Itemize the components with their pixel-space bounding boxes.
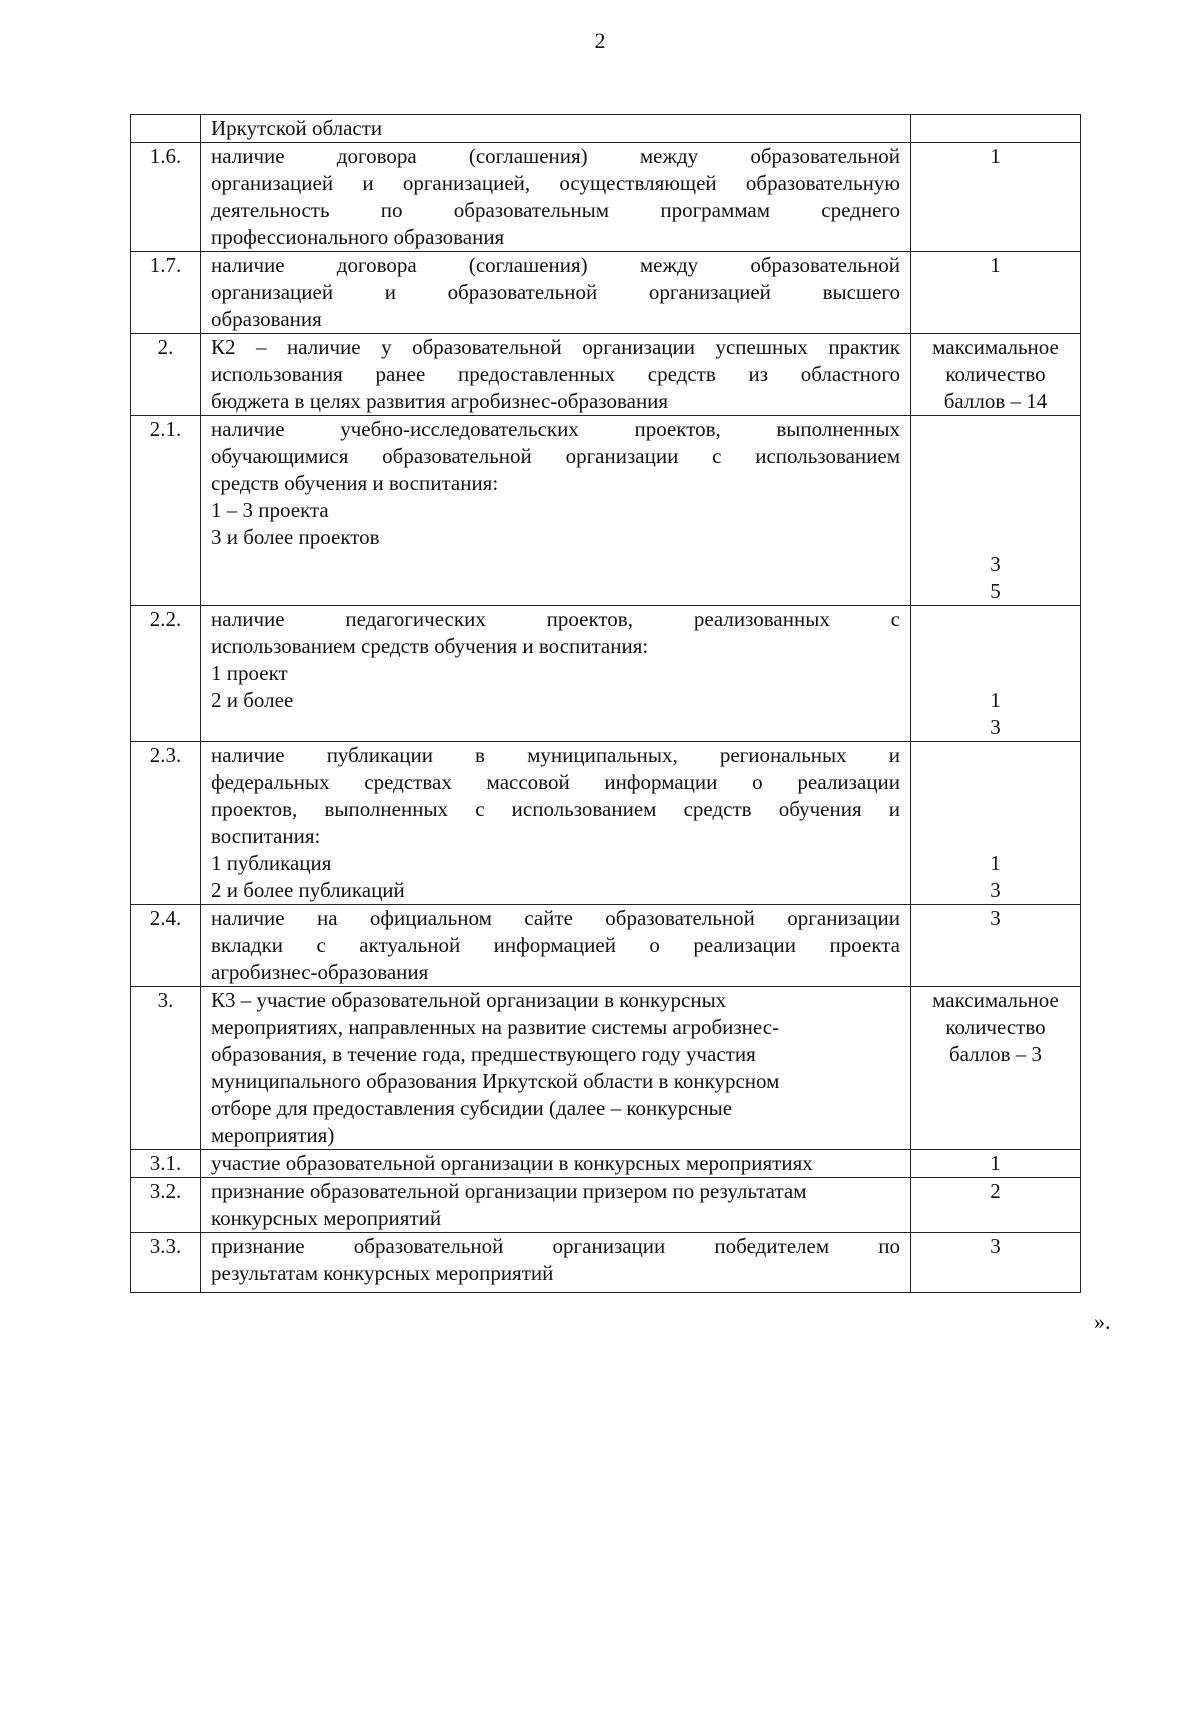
criterion-text: обучающимися образовательной организации с использованием bbox=[211, 444, 900, 468]
criterion-text: наличие педагогических проектов, реализованных с bbox=[211, 607, 900, 631]
criterion-text: организацией и образовательной организацией высшего bbox=[211, 280, 900, 304]
table-row bbox=[131, 742, 1081, 905]
criterion-text: образования bbox=[211, 307, 322, 331]
row-number: 2.3. bbox=[131, 742, 201, 905]
criterion-text-cell bbox=[201, 987, 911, 1150]
criterion-text: Иркутской области bbox=[211, 116, 383, 140]
row-number: 3. bbox=[131, 987, 201, 1150]
criterion-text-cell bbox=[201, 115, 911, 143]
criterion-text: наличие договора (соглашения) между образовательной bbox=[211, 144, 900, 168]
criterion-text-cell bbox=[201, 416, 911, 606]
score-value: 3 bbox=[990, 715, 1001, 739]
score-cell bbox=[911, 987, 1081, 1150]
option-text: 1 публикация bbox=[211, 851, 332, 875]
row-number: 2.4. bbox=[131, 905, 201, 987]
score-cell bbox=[911, 115, 1081, 143]
table-row bbox=[131, 606, 1081, 742]
option-text: 1 проект bbox=[211, 661, 288, 685]
score-value: 1 bbox=[911, 252, 1081, 334]
score-cell bbox=[911, 334, 1081, 416]
row-number: 3.2. bbox=[131, 1178, 201, 1233]
max-score-label: максимальное bbox=[932, 988, 1059, 1012]
score-value: 1 bbox=[911, 143, 1081, 252]
max-score-label: баллов – 14 bbox=[943, 389, 1048, 413]
criterion-text-cell bbox=[201, 1150, 911, 1178]
score-value: 2 bbox=[911, 1178, 1081, 1233]
criteria-table bbox=[130, 114, 1081, 1293]
criterion-text: федеральных средствах массовой информации о реализации bbox=[211, 770, 900, 794]
row-number: 2. bbox=[131, 334, 201, 416]
criterion-text: деятельность по образовательным программам среднего bbox=[211, 198, 900, 222]
score-cell bbox=[911, 742, 1081, 905]
criterion-text-cell bbox=[201, 143, 911, 252]
score-value: 1 bbox=[911, 1150, 1081, 1178]
score-cell bbox=[911, 416, 1081, 606]
criterion-text: использования ранее предоставленных средств из областного bbox=[211, 362, 900, 386]
score-value: 3 bbox=[990, 552, 1001, 576]
score-value: 5 bbox=[990, 579, 1001, 603]
score-value: 3 bbox=[911, 905, 1081, 987]
table-row bbox=[131, 334, 1081, 416]
criterion-text: агробизнес-образования bbox=[211, 960, 429, 984]
criterion-text: наличие договора (соглашения) между образовательной bbox=[211, 253, 900, 277]
table-row bbox=[131, 252, 1081, 334]
score-value: 1 bbox=[990, 851, 1001, 875]
criterion-text: участие образовательной организации в конкурсных мероприятиях bbox=[211, 1151, 813, 1175]
max-score-label: количество bbox=[945, 362, 1046, 386]
table-row bbox=[131, 1233, 1081, 1293]
criterion-text: бюджета в целях развития агробизнес-образования bbox=[211, 389, 669, 413]
row-number-cell bbox=[131, 115, 201, 143]
criterion-text: организацией и организацией, осуществляющей образовательную bbox=[211, 171, 900, 195]
table-row bbox=[131, 1178, 1081, 1233]
row-number: 1.6. bbox=[131, 143, 201, 252]
row-number: 2.2. bbox=[131, 606, 201, 742]
max-score-label: баллов – 3 bbox=[948, 1042, 1043, 1066]
row-number: 2.1. bbox=[131, 416, 201, 606]
row-number: 1.7. bbox=[131, 252, 201, 334]
table-row bbox=[131, 115, 1081, 143]
criterion-text: К3 – участие образовательной организации в конкурсных bbox=[211, 988, 727, 1012]
table-row bbox=[131, 1150, 1081, 1178]
criterion-text: мероприятия) bbox=[211, 1123, 335, 1147]
option-text: 2 и более bbox=[211, 688, 294, 712]
criterion-text: отборе для предоставления субсидии (далее – конкурсные bbox=[211, 1096, 733, 1120]
criterion-text-cell bbox=[201, 742, 911, 905]
max-score-label: количество bbox=[945, 1015, 1046, 1039]
criterion-text: наличие публикации в муниципальных, региональных и bbox=[211, 743, 900, 767]
criterion-text: мероприятиях, направленных на развитие системы агробизнес- bbox=[211, 1015, 780, 1039]
max-score-label: максимальное bbox=[932, 335, 1059, 359]
criterion-text-cell bbox=[201, 1233, 911, 1293]
criterion-text-cell bbox=[201, 905, 911, 987]
criterion-text: использованием средств обучения и воспитания: bbox=[211, 634, 649, 658]
criterion-text: муниципального образования Иркутской области в конкурсном bbox=[211, 1069, 780, 1093]
row-number: 3.1. bbox=[131, 1150, 201, 1178]
criterion-text: наличие учебно-исследовательских проектов, выполненных bbox=[211, 417, 900, 441]
option-text: 2 и более публикаций bbox=[211, 878, 405, 902]
table-row bbox=[131, 416, 1081, 606]
criterion-text: К2 – наличие у образовательной организации успешных практик bbox=[211, 335, 900, 359]
criterion-text: воспитания: bbox=[211, 824, 321, 848]
option-text: 1 – 3 проекта bbox=[211, 498, 329, 522]
criterion-text: проектов, выполненных с использованием средств обучения и bbox=[211, 797, 900, 821]
option-text: 3 и более проектов bbox=[211, 525, 380, 549]
criterion-text-cell bbox=[201, 252, 911, 334]
criterion-text: конкурсных мероприятий bbox=[211, 1206, 442, 1230]
closing-quote: ». bbox=[1094, 1309, 1111, 1334]
score-value: 3 bbox=[990, 878, 1001, 902]
criterion-text-cell bbox=[201, 1178, 911, 1233]
criterion-text: признание образовательной организации победителем по bbox=[211, 1234, 900, 1258]
row-number: 3.3. bbox=[131, 1233, 201, 1293]
score-value: 3 bbox=[911, 1233, 1081, 1293]
score-cell bbox=[911, 606, 1081, 742]
table-row bbox=[131, 987, 1081, 1150]
page-number: 2 bbox=[594, 28, 606, 53]
criterion-text-cell bbox=[201, 606, 911, 742]
criterion-text: результатам конкурсных мероприятий bbox=[211, 1261, 554, 1285]
table-row bbox=[131, 905, 1081, 987]
score-value: 1 bbox=[990, 688, 1001, 712]
table-row bbox=[131, 143, 1081, 252]
criterion-text: профессионального образования bbox=[211, 225, 505, 249]
criterion-text: наличие на официальном сайте образовательной организации bbox=[211, 906, 900, 930]
criterion-text: образования, в течение года, предшествующего году участия bbox=[211, 1042, 756, 1066]
criterion-text-cell bbox=[201, 334, 911, 416]
criterion-text: признание образовательной организации призером по результатам bbox=[211, 1179, 807, 1203]
criterion-text: средств обучения и воспитания: bbox=[211, 471, 499, 495]
criterion-text: вкладки с актуальной информацией о реализации проекта bbox=[211, 933, 900, 957]
